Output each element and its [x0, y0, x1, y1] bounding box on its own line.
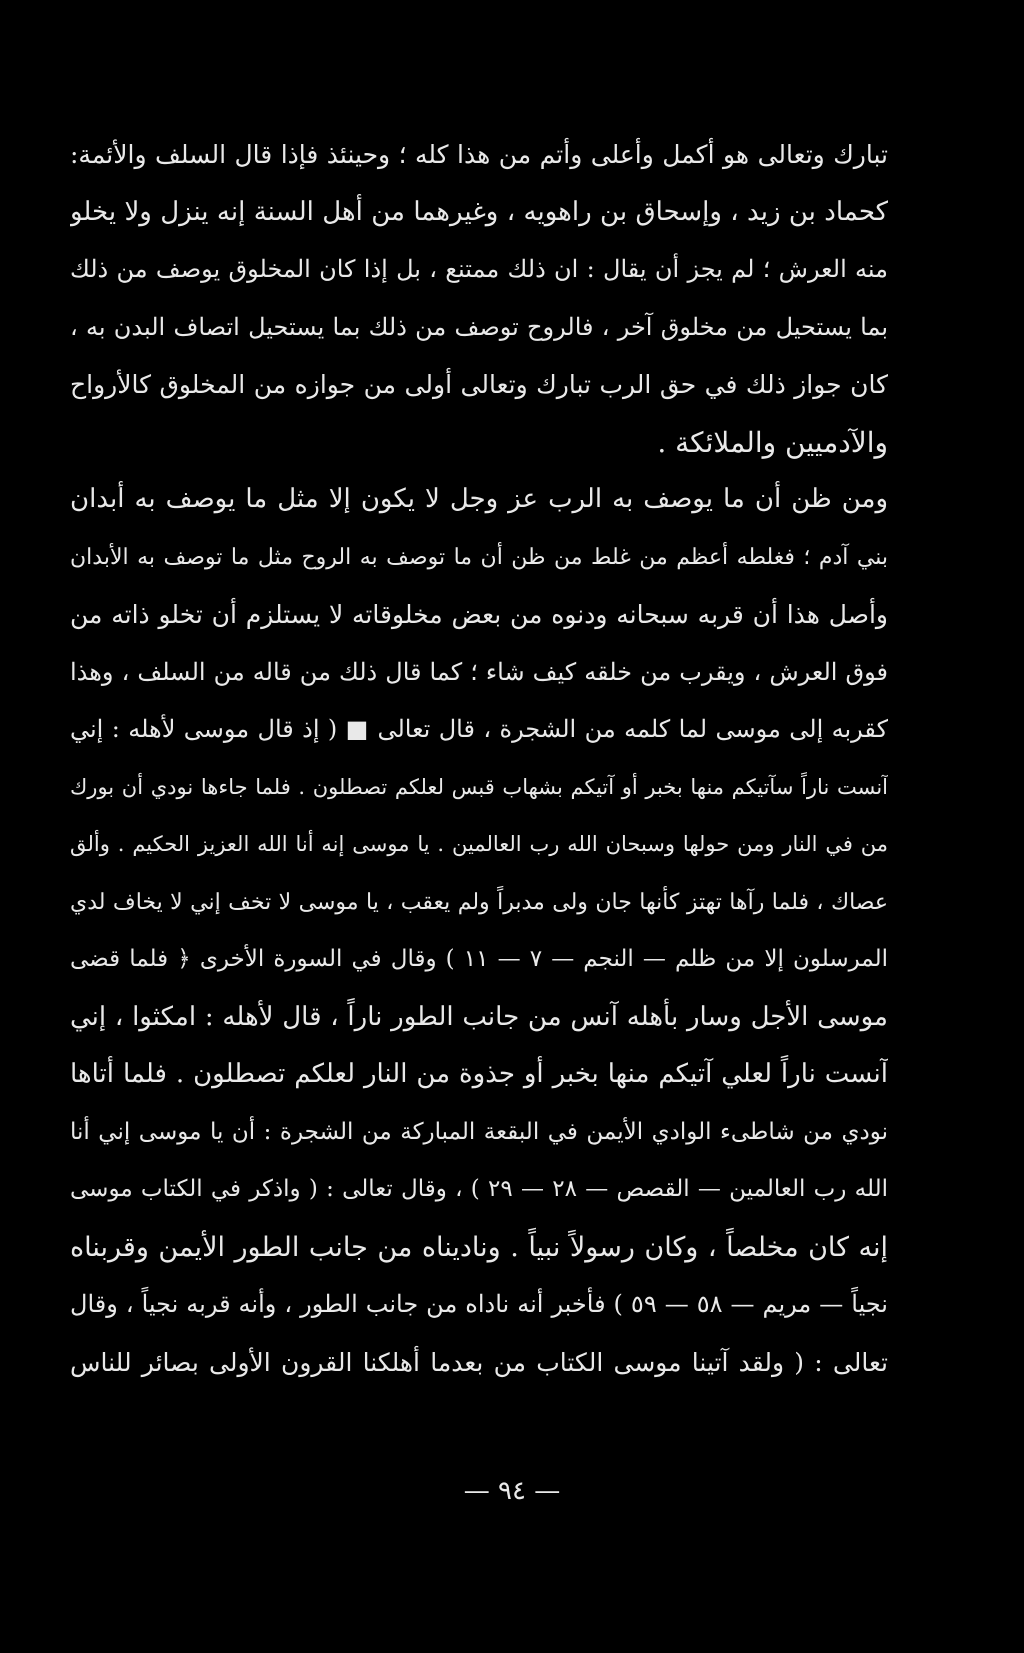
text-line: منه العرش ؛ لم يجز أن يقال : ان ذلك ممتنع ، بل إذا كان المخلوق يوصف من ذلك — [70, 255, 888, 283]
text-line: موسى الأجل وسار بأهله آنس من جانب الطور ناراً ، قال لأهله : امكثوا ، إني — [70, 1001, 888, 1032]
text-line: بني آدم ؛ فغلطه أعظم من غلط من ظن أن ما توصف به الروح مثل ما توصف به الأبدان — [70, 544, 888, 570]
page-number: — ٩٤ — — [463, 1476, 561, 1506]
text-line: من في النار ومن حولها وسبحان الله رب العالمين . يا موسى إنه أنا الله العزيز الحكيم . وألق — [70, 832, 888, 856]
text-line: كحماد بن زيد ، وإسحاق بن راهويه ، وغيرهما من أهل السنة إنه ينزل ولا يخلو — [70, 196, 888, 227]
text-line: نودي من شاطىء الوادي الأيمن في البقعة المباركة من الشجرة : أن يا موسى إني أنا — [70, 1118, 888, 1145]
text-line: تعالى : ( ولقد آتينا موسى الكتاب من بعدما أهلكنا القرون الأولى بصائر للناس — [70, 1347, 888, 1377]
text-line: المرسلون إلا من ظلم — النجم — ٧ — ١١ ) وقال في السورة الأخرى ﴿ فلما قضى — [70, 946, 888, 972]
text-line: إنه كان مخلصاً ، وكان رسولاً نبياً . وناديناه من جانب الطور الأيمن وقربناه — [70, 1231, 888, 1263]
text-line: كان جواز ذلك في حق الرب تبارك وتعالى أولى من جوازه من المخلوق كالأرواح — [70, 370, 888, 399]
text-line: فوق العرش ، ويقرب من خلقه كيف شاء ؛ كما قال ذلك من قاله من السلف ، وهذا — [70, 657, 888, 686]
text-line: بما يستحيل من مخلوق آخر ، فالروح توصف من ذلك بما يستحيل اتصاف البدن به ، — [70, 312, 888, 341]
text-line: ومن ظن أن ما يوصف به الرب عز وجل لا يكون إلا مثل ما يوصف به أبدان — [70, 484, 888, 514]
text-line: والآدميين والملائكة . — [657, 425, 888, 459]
text-line: وأصل هذا أن قربه سبحانه ودنوه من بعض مخلوقاته لا يستلزم أن تخلو ذاته من — [70, 600, 888, 629]
text-line: آنست ناراً سآتيكم منها بخبر أو آتيكم بشهاب قبس لعلكم تصطلون . فلما جاءها نودي أن بورك — [70, 774, 888, 799]
text-line: آنست ناراً لعلي آتيكم منها بخبر أو جذوة من النار لعلكم تصطلون . فلما أتاها — [70, 1059, 888, 1089]
text-line: تبارك وتعالى هو أكمل وأعلى وأتم من هذا كله ؛ وحينئذ فإذا قال السلف والأئمة: — [70, 140, 888, 169]
body-text — [70, 126, 888, 1391]
text-line: كقربه إلى موسى لما كلمه من الشجرة ، قال تعالى ■ ( إذ قال موسى لأهله : إني — [70, 715, 888, 743]
text-line: عصاك ، فلما رآها تهتز كأنها جان ولى مدبراً ولم يعقب ، يا موسى لا تخف إني لا يخاف لدي — [70, 889, 888, 915]
text-line: نجياً — مريم — ٥٨ — ٥٩ ) فأخبر أنه ناداه من جانب الطور ، وأنه قربه نجياً ، وقال — [70, 1290, 888, 1318]
text-line: الله رب العالمين — القصص — ٢٨ — ٢٩ ) ، وقال تعالى : ( واذكر في الكتاب موسى — [70, 1176, 888, 1202]
